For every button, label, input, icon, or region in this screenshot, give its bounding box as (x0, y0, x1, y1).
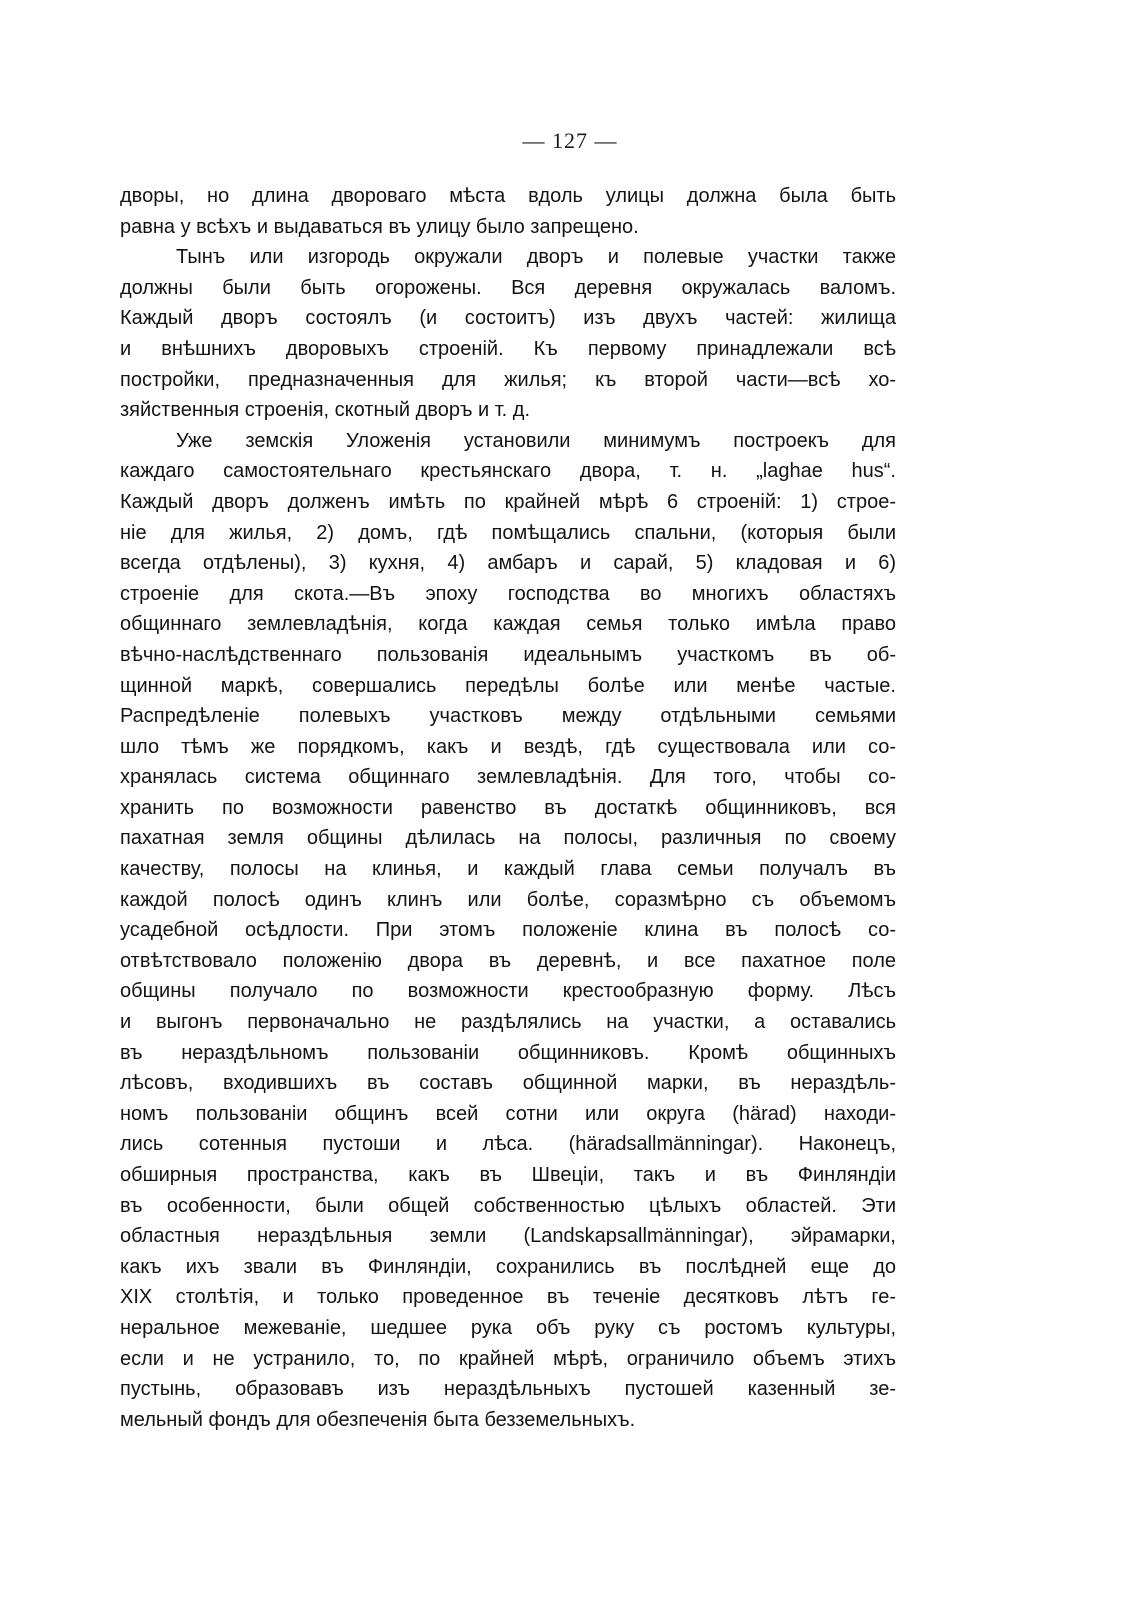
text-line: неральное межеваніе, шедшее рука объ руку съ ростомъ культуры, (120, 1316, 896, 1339)
text-line: мельный фондъ для обезпеченія быта безземельныхъ. (120, 1408, 636, 1431)
text-line: лѣсовъ, входившихъ въ составъ общинной марки, въ нераздѣль- (120, 1072, 896, 1095)
text-line: строеніе для скота.—Въ эпоху господства во многихъ областяхъ (120, 582, 896, 605)
body-text (120, 181, 896, 1435)
text-line: пахатная земля общины дѣлилась на полосы, различныя по своему (120, 827, 896, 850)
text-line: общиннаго землевладѣнія, когда каждая семья только имѣла право (120, 613, 896, 636)
text-line: хранить по возможности равенство въ достаткѣ общинниковъ, вся (120, 796, 896, 819)
text-line: должны были быть огорожены. Вся деревня окружалась валомъ. (120, 276, 896, 299)
text-line: отвѣтствовало положенію двора въ деревнѣ, и все пахатное поле (120, 949, 896, 972)
text-line: равна у всѣхъ и выдаваться въ улицу было запрещено. (120, 215, 639, 238)
text-line: Каждый дворъ состоялъ (и состоитъ) изъ двухъ частей: жилища (120, 307, 896, 330)
text-line: областныя нераздѣльныя земли (Landskapsallmänningar), эйрамарки, (120, 1225, 896, 1248)
text-line: Уже земскія Уложенія установили минимумъ построекъ для (176, 429, 896, 452)
text-line: въ нераздѣльномъ пользованіи общинниковъ. Кромѣ общинныхъ (120, 1041, 896, 1064)
text-line: вѣчно-наслѣдственнаго пользованія идеальнымъ участкомъ въ об- (120, 643, 896, 666)
text-line: обширныя пространства, какъ въ Швеціи, такъ и въ Финляндіи (120, 1164, 896, 1186)
text-line: какъ ихъ звали въ Финляндіи, сохранились въ послѣдней еще до (120, 1255, 896, 1278)
text-line: общины получало по возможности крестообразную форму. Лѣсъ (120, 980, 896, 1003)
text-line: ніе для жилья, 2) домъ, гдѣ помѣщались спальни, (которыя были (120, 521, 896, 544)
text-line: Тынъ или изгородь окружали дворъ и полевые участки также (176, 246, 896, 269)
text-line: если и не устранило, то, по крайней мѣрѣ, ограничило объемъ этихъ (120, 1347, 896, 1370)
text-line: каждаго самостоятельнаго крестьянскаго двора, т. н. „laghae hus“. (120, 460, 896, 483)
text-line: дворы, но длина двороваго мѣста вдоль улицы должна была быть (120, 185, 896, 207)
text-line: пустынь, образовавъ изъ нераздѣльныхъ пустошей казенный зе- (120, 1378, 896, 1401)
text-line: шло тѣмъ же порядкомъ, какъ и вездѣ, гдѣ существовала или со- (120, 735, 896, 758)
text-line: лись сотенныя пустоши и лѣса. (häradsallmänningar). Наконецъ, (120, 1133, 896, 1156)
text-line: Каждый дворъ долженъ имѣть по крайней мѣрѣ 6 строеній: 1) строе- (120, 490, 896, 513)
text-line: щинной маркѣ, совершались передѣлы болѣе или менѣе частые. (120, 674, 896, 697)
text-line: въ особенности, были общей собственностью цѣлыхъ областей. Эти (120, 1194, 896, 1217)
text-line: и внѣшнихъ дворовыхъ строеній. Къ первому принадлежали всѣ (120, 337, 896, 360)
text-line: номъ пользованіи общинъ всей сотни или округа (härad) находи- (120, 1102, 896, 1125)
page-number: — 127 — (522, 128, 618, 153)
text-line: XIX столѣтія, и только проведенное въ теченіе десятковъ лѣтъ ге- (120, 1286, 896, 1309)
text-line: Распредѣленіе полевыхъ участковъ между отдѣльными семьями (120, 705, 896, 728)
paragraph (120, 242, 896, 426)
paragraph (120, 426, 896, 1436)
paragraph (120, 181, 896, 242)
text-line: постройки, предназначенныя для жилья; къ второй части—всѣ хо- (120, 368, 896, 391)
text-line: качеству, полосы на клинья, и каждый глава семьи получалъ въ (120, 858, 896, 881)
text-line: хранялась система общиннаго землевладѣнія. Для того, чтобы со- (120, 766, 896, 789)
text-line: всегда отдѣлены), 3) кухня, 4) амбаръ и сарай, 5) кладовая и 6) (120, 552, 896, 575)
text-line: усадебной осѣдлости. При этомъ положеніе клина въ полосѣ со- (120, 919, 896, 942)
text-line: каждой полосѣ одинъ клинъ или болѣе, соразмѣрно съ объемомъ (120, 888, 896, 911)
text-line: и выгонъ первоначально не раздѣлялись на участки, а оставались (120, 1011, 896, 1034)
text-line: зяйственныя строенія, скотный дворъ и т. д. (120, 399, 531, 422)
